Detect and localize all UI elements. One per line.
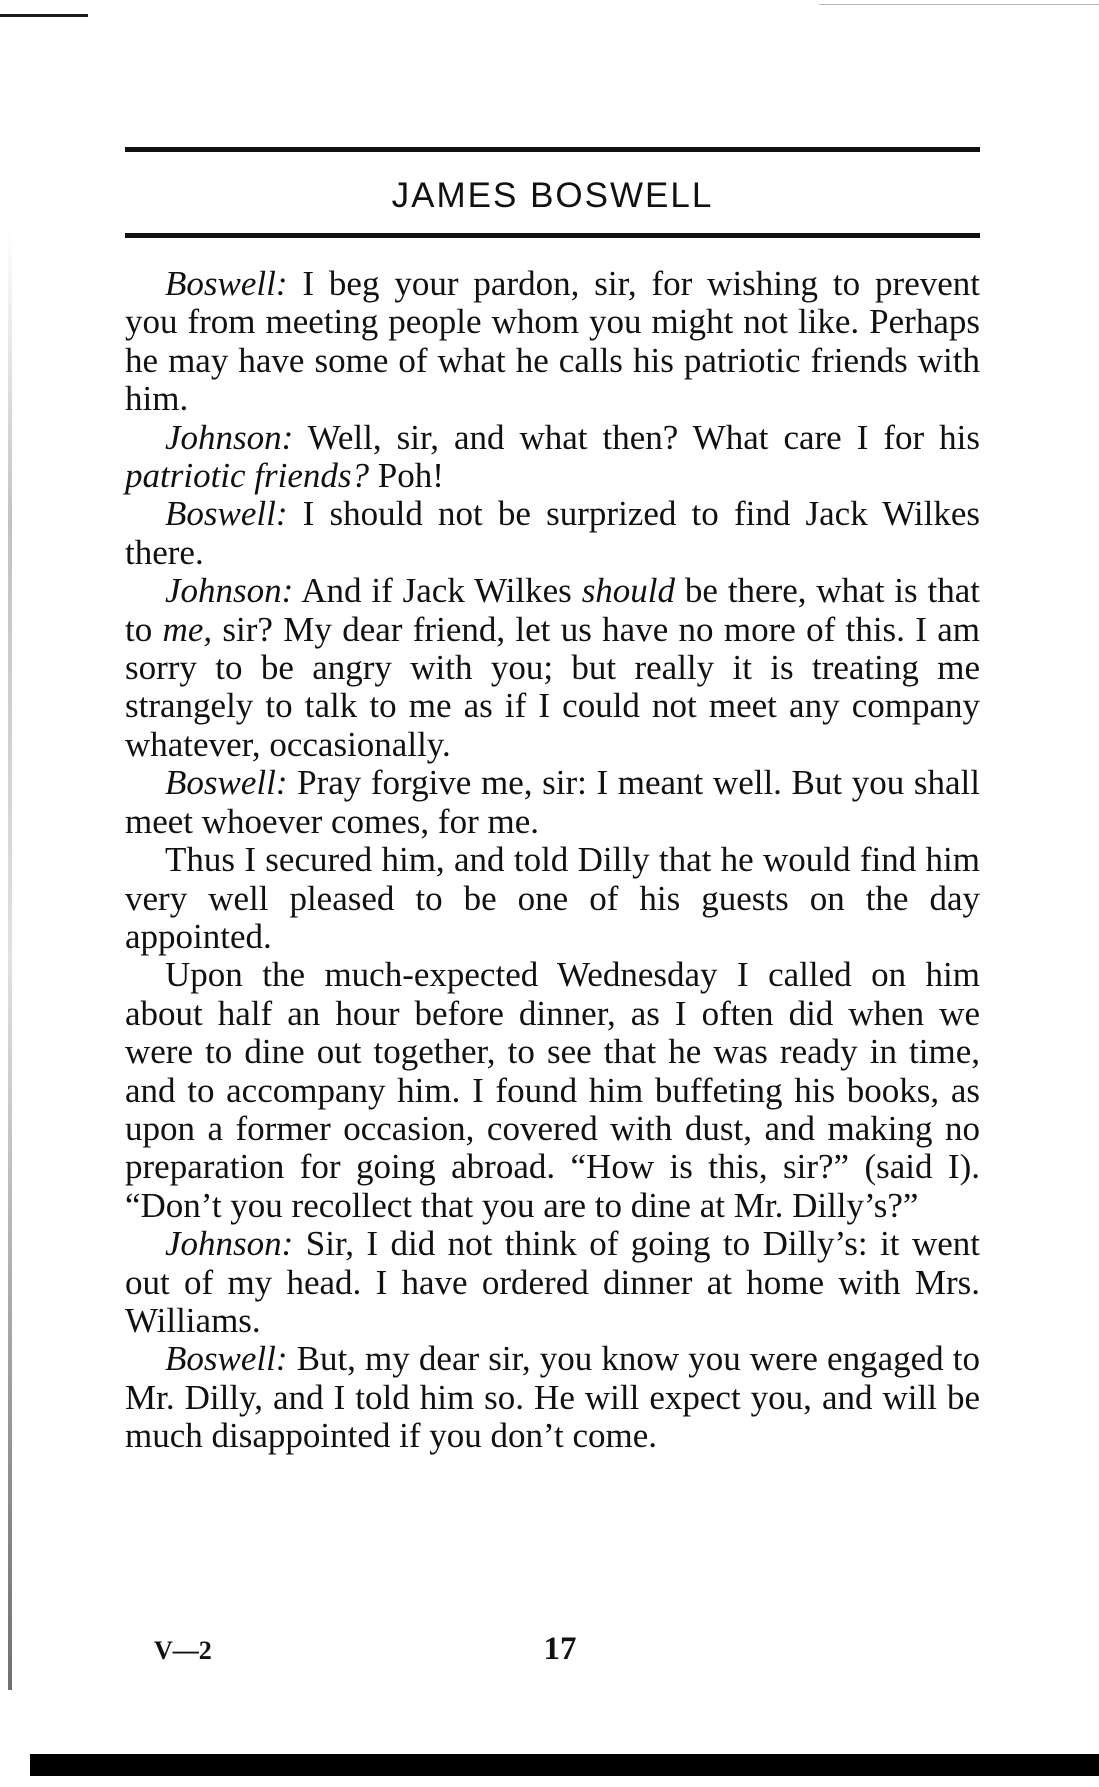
paragraph <box>125 841 980 956</box>
scan-edge-line <box>819 4 1099 5</box>
header-rule-top <box>125 147 980 152</box>
text-run: Sir, I did not think of going to Dilly’s: it went out of my head. I have ordered dinner at home with Mrs. Williams. <box>125 1224 980 1340</box>
text-run: be there, what is that to <box>125 571 980 649</box>
speaker-label: Johnson: <box>165 417 294 457</box>
scan-bottom-border <box>30 1754 1099 1776</box>
paragraph <box>125 572 980 764</box>
speaker-label: Boswell: <box>165 1339 288 1379</box>
paragraph <box>125 419 980 496</box>
paragraph <box>125 1340 980 1455</box>
page-binding-edge <box>8 230 12 1690</box>
speaker-label: Boswell: <box>165 264 288 303</box>
paragraph <box>125 495 980 572</box>
emphasis-text: patriotic friends? <box>125 456 370 496</box>
text-run: Pray forgive me, sir: I meant well. But you shall meet whoever comes, for me. <box>125 763 980 841</box>
speaker-label: Boswell: <box>165 763 288 803</box>
text-run: sir? My dear friend, let us have no more of this. I am sorry to be angry with you; but really it is treating me strangely to talk to me as if I could not meet any company whatever, occasionally. <box>125 609 980 764</box>
emphasis-text: should <box>581 571 676 611</box>
speaker-label: Boswell: <box>165 494 288 534</box>
text-run: But, my dear sir, you know you were engaged to Mr. Dilly, and I told him so. He will expect you, and will be much disappointed if you don’t come. <box>125 1339 980 1456</box>
running-head: JAMES BOSWELL <box>391 176 714 215</box>
paragraph <box>125 764 980 841</box>
signature-mark: V—2 <box>154 1636 212 1665</box>
text-run: Poh! <box>369 456 444 496</box>
scan-edge-mark <box>0 14 88 17</box>
body-text <box>125 265 980 1456</box>
speaker-label: Johnson: <box>165 1224 294 1264</box>
header-rule-bottom <box>125 233 980 238</box>
paragraph <box>125 265 980 419</box>
text-run: Well, sir, and what then? What care I for his <box>293 417 980 457</box>
speaker-label: Johnson: <box>165 571 294 611</box>
text-run: Upon the much-expected Wednesday I called on him about half an hour before dinner, as I often did when we were to dine out together, to see that he was ready in time, and to accompany him. I found him buffeting his books, as upon a former occasion, covered with dust, and making no preparation for going abroad. “How is this, sir?” (said I). “Don’t you recollect that you are to dine at Mr. Dilly’s?” <box>125 955 980 1225</box>
paragraph <box>125 1225 980 1340</box>
text-run: I beg your pardon, sir, for wishing to prevent you from meeting people whom you might not like. Perhaps he may have some of what he calls his patriotic friends with him. <box>125 264 980 419</box>
emphasis-text: me, <box>162 609 213 649</box>
text-run: Thus I secured him, and told Dilly that he would find him very well pleased to be one of his guests on the day appointed. <box>125 840 980 956</box>
text-run: And if Jack Wilkes <box>293 571 582 611</box>
page-number: 17 <box>543 1631 577 1667</box>
paragraph <box>125 956 980 1225</box>
text-run: I should not be surprized to find Jack Wilkes there. <box>125 494 980 572</box>
